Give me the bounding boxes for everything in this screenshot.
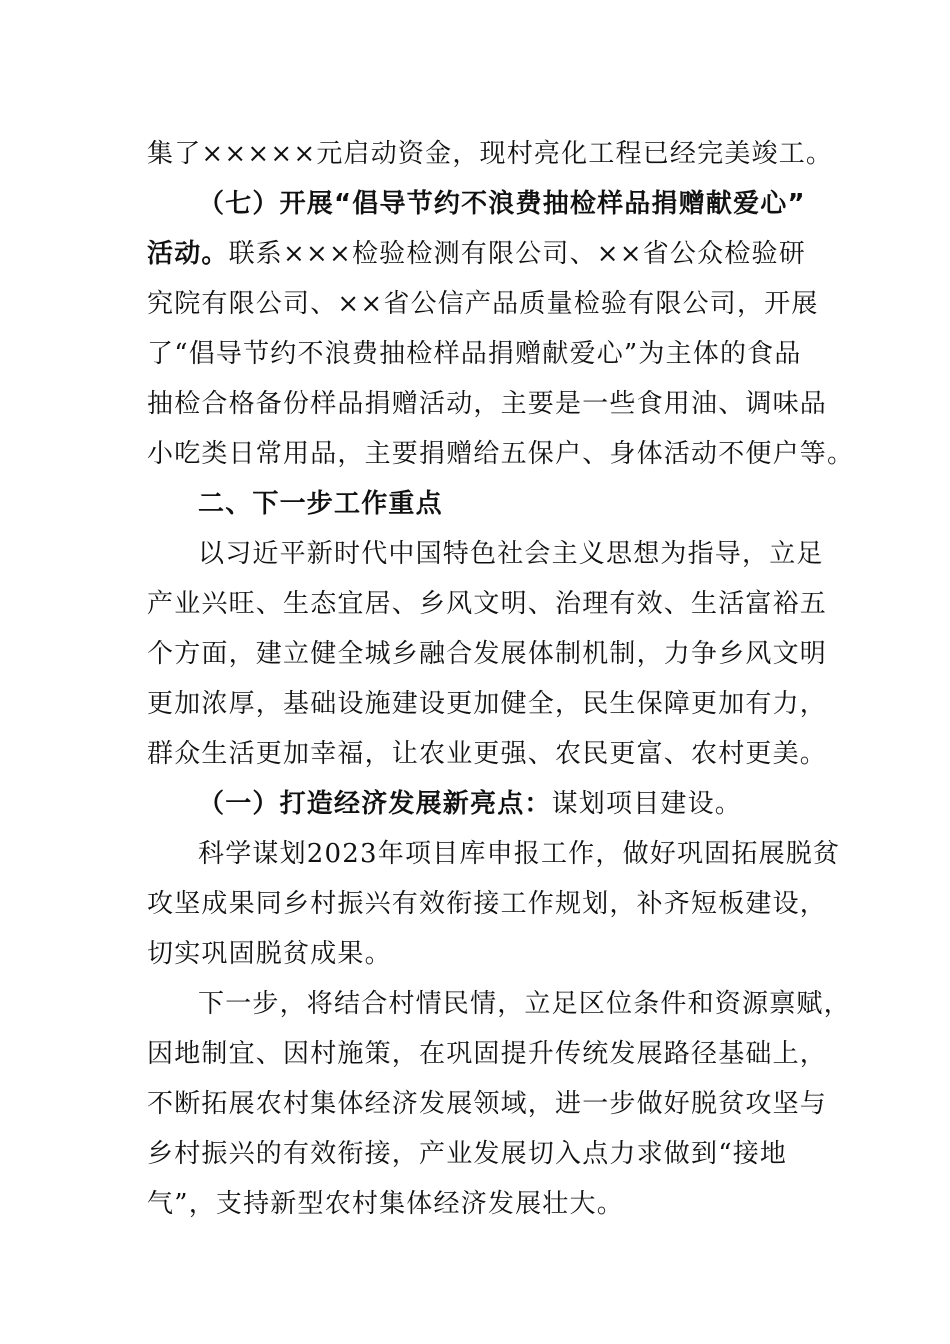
text-run: 抽检合格备份样品捐赠活动，主要是一些食用油、调味品 [147,389,828,419]
text-run: 乡村振兴的有效衔接，产业发展切入点力求做到“接地 [147,1139,788,1169]
paragraph-line [147,937,837,971]
paragraph-line [198,837,888,871]
heading-text: （七）开展“倡导节约不浪费抽检样品捐赠献爱心” [198,189,806,219]
paragraph-line [147,337,837,371]
paragraph-line [147,237,837,271]
paragraph-line [147,887,837,921]
paragraph-line [198,537,888,571]
paragraph-line [147,587,837,621]
paragraph-line [198,987,888,1021]
paragraph-line [147,737,837,771]
paragraph-line [147,1187,837,1221]
paragraph-line [147,1087,837,1121]
text-run: 因地制宜、因村施策，在巩固提升传统发展路径基础上， [147,1039,828,1069]
text-run: 小吃类日常用品，主要捐赠给五保户、身体活动不便户等。 [147,439,855,469]
text-run: 攻坚成果同乡村振兴有效衔接工作规划，补齐短板建设， [147,889,828,919]
text-run: 产业兴旺、生态宜居、乡风文明、治理有效、生活富裕五 [147,589,828,619]
paragraph-line [147,1137,837,1171]
bold-lead-text: 活动。 [147,239,229,269]
text-run: 切实巩固脱贫成果。 [147,939,392,969]
text-run: 更加浓厚，基础设施建设更加健全，民生保障更加有力， [147,689,828,719]
text-run: 不断拓展农村集体经济发展领域，进一步做好脱贫攻坚与 [147,1089,828,1119]
paragraph-line [147,437,855,471]
paragraph-line [147,387,837,421]
subsection-line [198,787,888,821]
text-run: 群众生活更加幸福，让农业更强、农民更富、农村更美。 [147,739,828,769]
paragraph-line [147,1037,837,1071]
text-run: 科学谋划2023年项目库申报工作，做好巩固拓展脱贫 [198,839,841,869]
text-run: 谋划项目建设。 [551,789,743,819]
text-run: 了“倡导节约不浪费抽检样品捐赠献爱心”为主体的食品 [147,339,802,369]
section-heading-7 [198,187,888,221]
paragraph-line [147,637,837,671]
paragraph-line [147,687,837,721]
paragraph-line [147,287,837,321]
text-run: 气”，支持新型农村集体经济发展壮大。 [147,1189,624,1219]
text-run: 下一步，将结合村情民情，立足区位条件和资源禀赋， [198,989,851,1019]
text-run: 联系×××检验检测有限公司、××省公众检验研 [228,239,806,269]
text-run: 集了×××××元启动资金，现村亮化工程已经完美竣工。 [147,139,834,169]
subsection-heading: （一）打造经济发展新亮点： [198,789,552,819]
heading-text: 二、下一步工作重点 [198,489,443,519]
text-run: 究院有限公司、××省公信产品质量检验有限公司，开展 [147,289,819,319]
paragraph-line [147,137,837,171]
section-heading-2 [198,487,888,521]
text-run: 个方面，建立健全城乡融合发展体制机制，力争乡风文明 [147,639,828,669]
text-run: 以习近平新时代中国特色社会主义思想为指导，立足 [198,539,824,569]
